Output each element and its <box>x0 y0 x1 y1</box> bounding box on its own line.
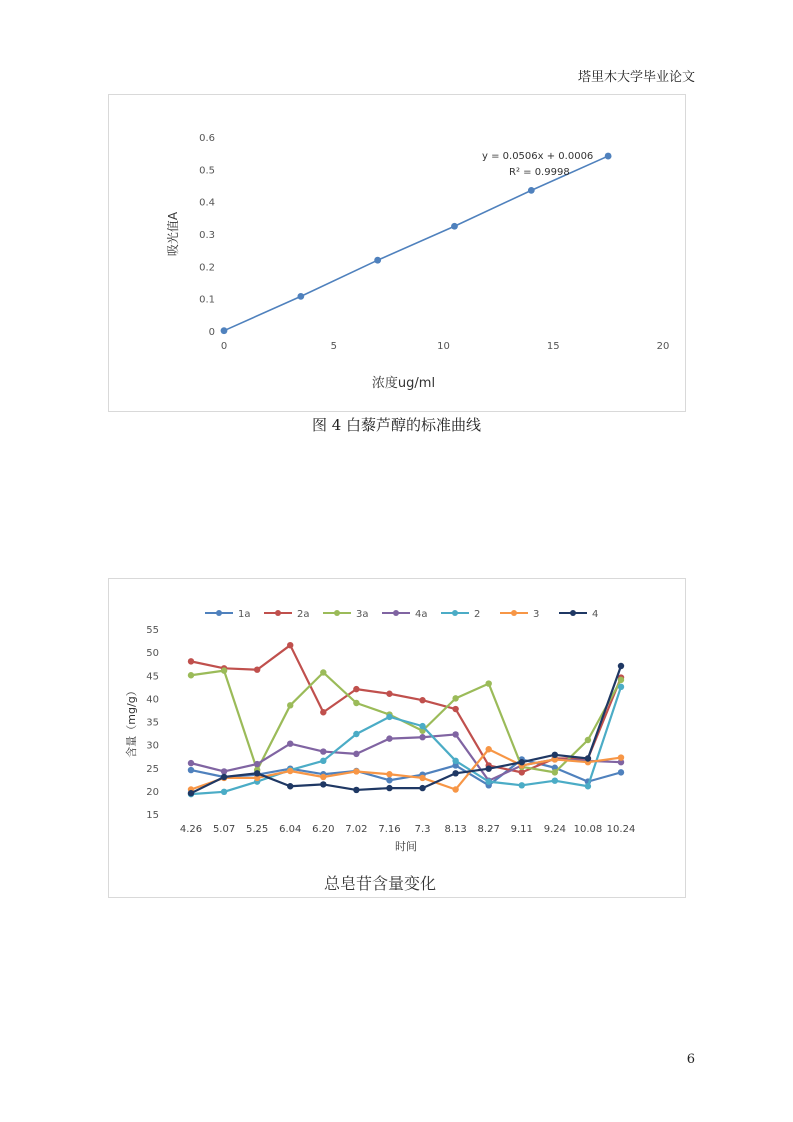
data-point-4 <box>552 752 558 758</box>
x-tick-label: 7.3 <box>414 824 431 835</box>
y-tick-label: 45 <box>146 671 159 683</box>
data-point-2a <box>452 706 458 712</box>
x-tick-label: 10.24 <box>606 824 636 835</box>
legend-label: 4a <box>415 609 428 620</box>
x-tick-label: 6.04 <box>279 824 302 835</box>
legend-label: 4 <box>592 609 599 620</box>
data-point-4a <box>221 768 227 774</box>
legend-label: 2 <box>474 609 481 620</box>
data-point-3a <box>585 737 591 743</box>
y-tick-label: 0.3 <box>199 230 215 241</box>
x-tick-label: 6.20 <box>312 824 335 835</box>
data-point-3a <box>320 669 326 675</box>
data-point-3a <box>353 700 359 706</box>
y-tick-label: 0.2 <box>199 262 215 274</box>
y-tick-label: 50 <box>146 648 159 660</box>
data-point <box>528 187 535 194</box>
data-point-3 <box>419 775 425 781</box>
data-point-4a <box>452 731 458 737</box>
x-tick-label: 5.25 <box>246 824 269 835</box>
standard-curve-chart <box>109 95 685 411</box>
data-point-1a <box>618 769 624 775</box>
data-point-2 <box>519 782 525 788</box>
data-point-1a <box>386 777 392 783</box>
y-axis-label: 含量（mg/g） <box>125 685 138 758</box>
data-point-4a <box>353 751 359 757</box>
legend-label: 3 <box>533 609 540 620</box>
data-point <box>451 223 458 230</box>
data-point-4a <box>320 748 326 754</box>
data-point <box>605 153 612 160</box>
data-point <box>297 293 304 300</box>
data-point-3 <box>618 754 624 760</box>
data-point-4 <box>287 783 293 789</box>
legend-swatch-marker <box>511 610 517 616</box>
x-tick-label: 4.26 <box>179 824 203 835</box>
data-point-2a <box>386 691 392 697</box>
data-point-3a <box>287 702 293 708</box>
x-tick-label: 20 <box>656 341 670 352</box>
x-tick-label: 9.11 <box>510 824 533 835</box>
y-tick-label: 40 <box>146 694 159 706</box>
legend-swatch-marker <box>334 610 340 616</box>
data-point-4 <box>386 785 392 791</box>
data-point-1a <box>188 767 194 773</box>
y-tick-label: 55 <box>146 625 159 636</box>
data-point-4a <box>188 760 194 766</box>
x-tick-label: 8.27 <box>477 824 500 835</box>
y-tick-label: 35 <box>146 717 159 729</box>
legend-swatch-marker <box>452 610 458 616</box>
data-point-3a <box>618 677 624 683</box>
data-point-4 <box>353 787 359 793</box>
y-tick-label: 25 <box>146 763 159 775</box>
x-tick-label: 9.24 <box>543 824 566 835</box>
data-point <box>374 257 381 264</box>
data-point-3a <box>452 695 458 701</box>
saponin-content-chart <box>109 579 685 897</box>
y-tick-label: 20 <box>146 786 159 798</box>
data-point-2 <box>221 789 227 795</box>
standard-curve-chart-frame <box>108 94 686 412</box>
data-point-3 <box>320 774 326 780</box>
data-point-2a <box>353 686 359 692</box>
x-tick-label: 8.13 <box>444 824 467 835</box>
data-point-4a <box>287 741 293 747</box>
legend-label: 2a <box>297 609 310 620</box>
x-tick-label: 5.07 <box>212 824 236 835</box>
data-point-2a <box>287 642 293 648</box>
chart-title: 总皂苷含量变化 <box>323 874 437 893</box>
data-point-2a <box>254 667 260 673</box>
x-tick-label: 15 <box>546 341 560 352</box>
y-tick-label: 0.4 <box>199 197 215 209</box>
data-point-3 <box>353 768 359 774</box>
legend-swatch-marker <box>570 610 576 616</box>
y-tick-label: 0 <box>208 327 215 338</box>
data-point-4 <box>452 770 458 776</box>
legend-swatch-marker <box>393 610 399 616</box>
y-tick-label: 0.6 <box>199 133 215 144</box>
data-point-4 <box>585 755 591 761</box>
data-point-3a <box>552 769 558 775</box>
x-tick-label: 0 <box>220 341 228 352</box>
data-point-4 <box>254 770 260 776</box>
x-tick-label: 7.16 <box>378 824 401 835</box>
data-point-2 <box>452 758 458 764</box>
data-point-3a <box>485 680 491 686</box>
data-point-4 <box>519 759 525 765</box>
data-point-3 <box>485 746 491 752</box>
figure-caption: 图 4 白藜芦醇的标准曲线 <box>311 416 482 434</box>
data-point-4 <box>320 781 326 787</box>
saponin-content-chart-frame <box>108 578 686 898</box>
data-point-4a <box>254 761 260 767</box>
y-tick-label: 30 <box>146 740 159 752</box>
data-point-2 <box>419 723 425 729</box>
page-number: 6 <box>686 1052 695 1067</box>
data-point-2a <box>188 658 194 664</box>
data-point-2a <box>419 697 425 703</box>
data-point-3 <box>386 771 392 777</box>
y-axis-label: 吸光值A <box>166 211 180 257</box>
data-point-2 <box>353 731 359 737</box>
data-point <box>221 327 228 334</box>
data-point-4 <box>485 765 491 771</box>
data-point-4 <box>419 785 425 791</box>
page-header: 塔里木大学毕业论文 <box>577 70 695 85</box>
data-point-4a <box>419 734 425 740</box>
data-point-3a <box>188 672 194 678</box>
data-point-4a <box>386 735 392 741</box>
y-tick-label: 15 <box>146 810 159 821</box>
y-tick-label: 0.1 <box>199 294 215 306</box>
r-squared-label: R² = 0.9998 <box>509 167 570 178</box>
data-point-3 <box>287 768 293 774</box>
data-point-4 <box>188 790 194 796</box>
legend-swatch-marker <box>275 610 281 616</box>
data-point-3a <box>221 667 227 673</box>
legend-label: 3a <box>356 609 369 620</box>
data-point-2 <box>585 783 591 789</box>
data-point-2 <box>485 778 491 784</box>
legend-label: 1a <box>238 609 251 620</box>
trendline-equation: y = 0.0506x + 0.0006 <box>482 151 594 162</box>
data-point-2a <box>519 769 525 775</box>
data-point-2 <box>386 714 392 720</box>
data-point-3 <box>452 786 458 792</box>
data-point-2 <box>320 758 326 764</box>
data-point-2 <box>618 684 624 690</box>
data-point-2 <box>552 778 558 784</box>
x-tick-label: 10.08 <box>573 824 603 835</box>
data-point-4 <box>221 774 227 780</box>
data-point-4 <box>618 663 624 669</box>
trendline <box>224 156 608 331</box>
legend-swatch-marker <box>216 610 222 616</box>
x-tick-label: 7.02 <box>345 824 368 835</box>
x-tick-label: 5 <box>330 341 337 352</box>
y-tick-label: 0.5 <box>199 165 215 177</box>
data-point-2a <box>320 709 326 715</box>
x-axis-label: 浓度ug/ml <box>371 376 436 391</box>
x-axis-label: 时间 <box>395 840 417 853</box>
x-tick-label: 10 <box>437 341 450 352</box>
